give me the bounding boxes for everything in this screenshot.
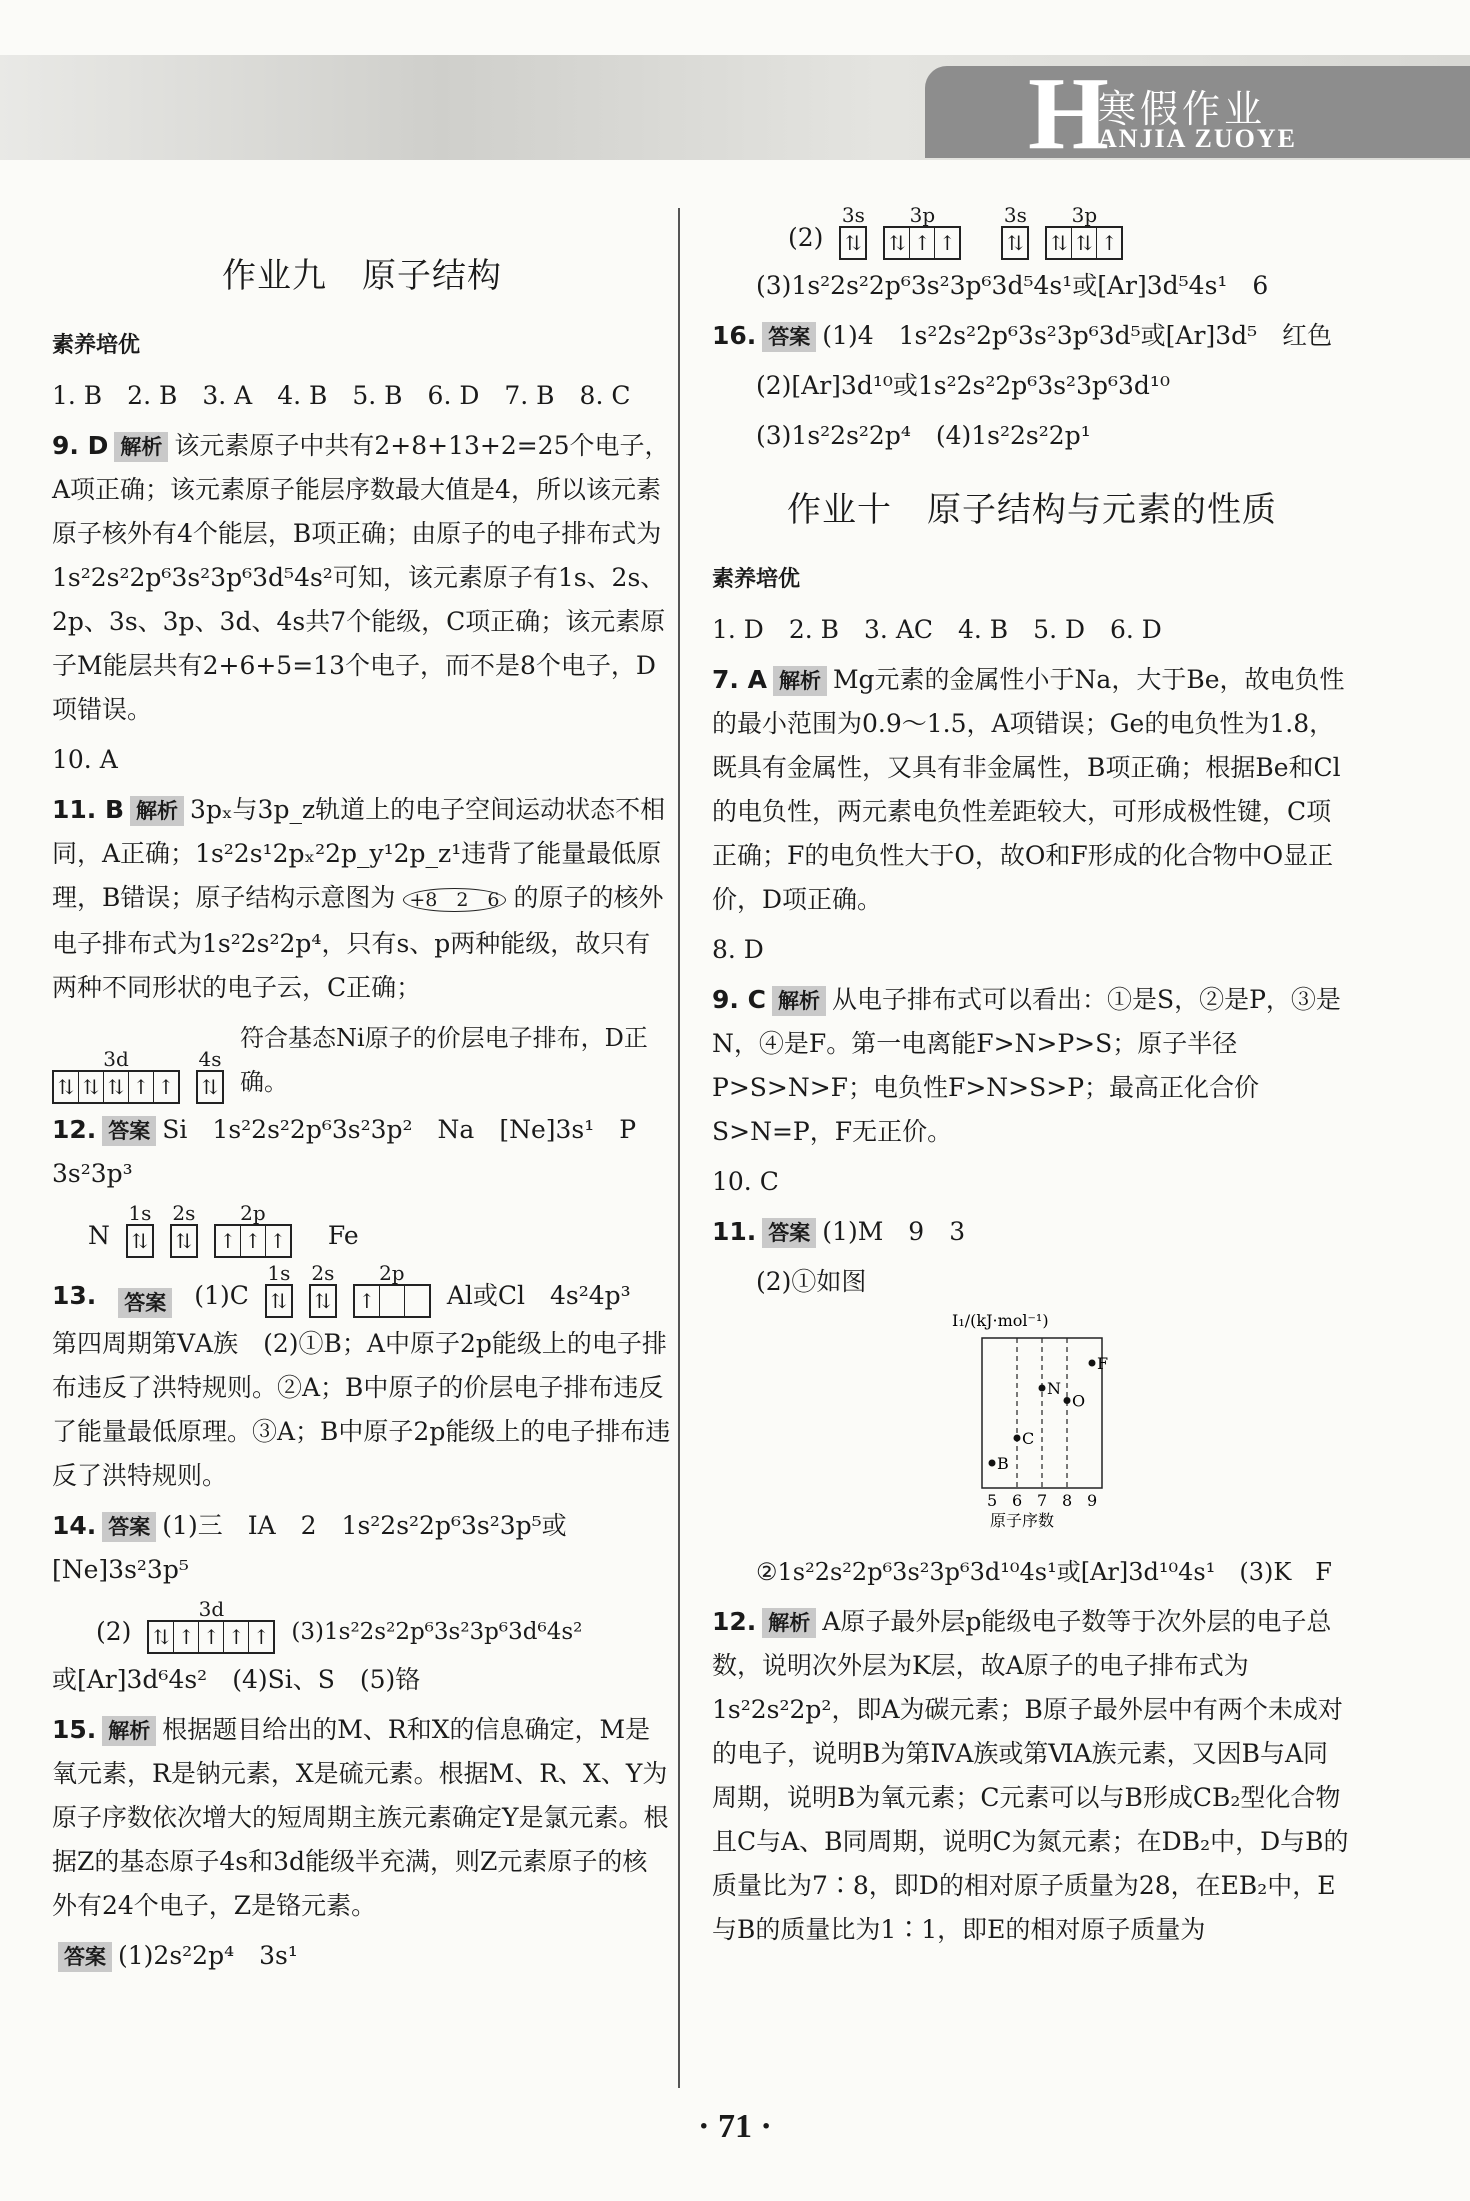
q9-text: 该元素原子中共有2+8+13+2=25个电子，A项正确；该元素原子能层序数最大值是4，所以该元素原子核外有4个能层，B项正确；由原子的电子排布式为1s²2s²2p⁶3s²3p⁶3d⁵4s²可知，该元素原子有1s、2s、2p、3s、3p、3d、4s共7个能级，C项正确；该元素原子M能层共有2+6+5=13个电子，而不是8个电子，D项错误。 <box>52 431 670 724</box>
q11-orbital-diagram: 3d ⇅ ⇅ ⇅ ↑ ↑ 4s ⇅ 符合基态Ni原子的价层电子排布，D正确。 <box>52 1016 672 1104</box>
r-question-7: 7. A 解析 Mg元素的金属性小于Na，大于Be，故电负性的最小范围为0.9～1.5，A项错误；Ge的电负性为1.8，既具有金属性，又具有非金属性，B项正确；根据Be和Cl的电负性，两元素电负性差距较大，可形成极性键，C项正确；F的电负性大于O，故O和F形成的化合物中O显正价，D项正确。 <box>712 665 1345 914</box>
q13-text3: 第四周期第ⅤA族 (2)①B；A中原子2p能级上的电子排布违反了洪特规则。②A；B中原子的价层电子排布违反了能量最低原理。③A；B中原子2p能级上的电子排布违反了洪特规则。 <box>52 1329 671 1490</box>
chart-svg <box>952 1310 1252 1550</box>
question-15 <box>52 1708 672 1928</box>
chart-point <box>989 1460 996 1467</box>
right-column <box>712 200 1352 1958</box>
page-number: · 71 · <box>698 2108 772 2145</box>
q13-text2: Al或Cl 4s²4p³ <box>446 1281 631 1310</box>
q11-tag: 解析 <box>130 796 184 826</box>
answers-1-6: 1. D 2. B 3. AC 4. B 5. D 6. D <box>712 615 1162 644</box>
q12-n: N <box>88 1221 110 1250</box>
q15-tag: 解析 <box>102 1716 156 1746</box>
q15-text: 根据题目给出的M、R和X的信息确定，M是氧元素，R是钠元素，X是硫元素。根据M、R、X、Y为原子序数依次增大的短周期主族元素确定Y是氯元素。根据Z的基态原子4s和3d能级半充满，则Z元素原子的核外有24个电子，Z是铬元素。 <box>52 1715 669 1920</box>
orbital-label-4s: 4s <box>198 1047 222 1071</box>
question-12 <box>52 1108 672 1196</box>
chart-x-tick: 6 <box>1012 1491 1023 1510</box>
q15-2-orbital-diagram: (2) 3s ⇅ 3p ⇅ ↑ ↑ 3s ⇅ 3p ⇅ ⇅ ↑ <box>712 204 1352 260</box>
question-9 <box>52 424 672 732</box>
q16-2: (2)[Ar]3d¹⁰或1s²2s²2p⁶3s²3p⁶3d¹⁰ <box>756 371 1170 400</box>
q13-label: 13. <box>52 1281 97 1310</box>
q14-label: 14. <box>52 1511 97 1540</box>
r-question-11: 11. 答案 (1)M 9 3 <box>712 1217 966 1246</box>
q14-tag: 答案 <box>102 1512 156 1542</box>
chart-x-tick: 8 <box>1062 1491 1073 1510</box>
q13-tag: 答案 <box>118 1288 172 1318</box>
q9-label: 9. D <box>52 431 109 460</box>
chart-point-label: N <box>1047 1379 1061 1398</box>
r-question-9: 9. C 解析 从电子排布式可以看出：①是S，②是P，③是N，④是F。第一电离能F>N>P>S；原子半径P>S>N>F；电负性F>N>S>P；最高正化合价S>N=P，F无正价。 <box>712 985 1341 1146</box>
q14-text1: (1)三 ⅠA 2 1s²2s²2p⁶3s²3p⁵或[Ne]3s²3p⁵ <box>52 1511 567 1584</box>
chart-point <box>1039 1385 1046 1392</box>
question-16: 16. 答案 (1)4 1s²2s²2p⁶3s²3p⁶3d⁵或[Ar]3d⁵ 红色 <box>712 321 1333 350</box>
section-heading: 素养培优 <box>52 333 141 358</box>
section-heading-2: 素养培优 <box>712 567 801 592</box>
q13-orbital-diagram: 13. 答案 (1)C 1s ⇅ 2s ⇅ 2p ↑ Al或Cl 4s²4p³ <box>52 1262 672 1318</box>
brand-letter: H <box>1028 56 1109 171</box>
q14-text3: 或[Ar]3d⁶4s² (4)Si、S (5)铬 <box>52 1665 421 1694</box>
q14-orbital-diagram: (2) 3d ⇅ ↑ ↑ ↑ ↑ (3)1s²2s²2p⁶3s²3p⁶3d⁶4s² <box>52 1598 672 1654</box>
chart-point-label: B <box>997 1454 1009 1473</box>
q14-text2: (3)1s²2s²2p⁶3s²3p⁶3d⁶4s² <box>291 1619 583 1645</box>
chart-point <box>1014 1435 1021 1442</box>
q15-label: 15. <box>52 1715 97 1744</box>
q9-tag: 解析 <box>114 432 168 462</box>
q12-fe: Fe <box>327 1221 359 1250</box>
atom-diagram: +8 2 6 <box>403 888 505 912</box>
chart-x-tick: 7 <box>1037 1491 1048 1510</box>
question-10: 10. A <box>52 745 118 774</box>
left-column <box>52 232 672 1984</box>
brand-subtitle: ANJIA ZUOYE <box>1098 124 1297 153</box>
q15-answer: 答案 (1)2s²2p⁴ 3s¹ <box>52 1934 672 1978</box>
r-question-10: 10. C <box>712 1167 779 1196</box>
question-11 <box>52 788 672 1010</box>
q12-tag: 答案 <box>102 1116 156 1146</box>
q11-text3: 符合基态Ni原子的价层电子排布，D正确。 <box>240 1024 648 1096</box>
chart-xlabel: 原子序数 <box>990 1511 1055 1530</box>
r-q11-2: (2)①如图 <box>756 1267 867 1296</box>
chart-point-label: O <box>1072 1391 1086 1411</box>
r-question-12: 12. 解析 A原子最外层p能级电子数等于次外层的电子总数，说明次外层为K层，故A原子的电子排布式为1s²2s²2p²，即A为碳元素；B原子最外层中有两个未成对的电子，说明B为第ⅣA族或第ⅥA族元素，又因B与A同周期，说明B为氧元素；C元素可以与B形成CB₂型化合物且C与A、B同周期，说明C为氮元素；在DB₂中，D与B的质量比为7∶8，即D的相对原子质量为28，在EB₂中，E与B的质量比为1∶1，即E的相对原子质量为 <box>712 1607 1349 1944</box>
q12-label: 12. <box>52 1115 97 1144</box>
r-q11-3: ②1s²2s²2p⁶3s²3p⁶3d¹⁰4s¹或[Ar]3d¹⁰4s¹ (3)K F <box>756 1558 1332 1586</box>
q15-3: (3)1s²2s²2p⁶3s²3p⁶3d⁵4s¹或[Ar]3d⁵4s¹ 6 <box>756 271 1269 300</box>
orbital-label-3d: 3d <box>103 1047 129 1071</box>
q13-text1: (1)C <box>194 1281 249 1310</box>
r-question-8: 8. D <box>712 935 764 964</box>
q11-text1: 3pₓ与3p_z轨道上的电子空间运动状态不相同，A正确；1s²2s¹2pₓ²2p_y¹2p_z¹违背了能量最低原理，B错误；原子结构示意图为 <box>52 795 666 912</box>
chart-x-tick: 9 <box>1087 1491 1098 1510</box>
q11-label: 11. B <box>52 795 125 824</box>
chart-point-label: C <box>1022 1429 1035 1448</box>
column-divider <box>678 208 680 2088</box>
q12-text: Si 1s²2s²2p⁶3s²3p² Na [Ne]3s¹ P 3s²3p³ <box>52 1115 662 1188</box>
chart-point <box>1064 1397 1071 1404</box>
chart-point <box>1089 1360 1096 1367</box>
q11-text2: 的原子的核外电子排布式为1s²2s²2p⁴，只有s、p两种能级，故只有两种不同形状的电子云，C正确； <box>52 883 664 1002</box>
page-title: 作业九 原子结构 <box>222 256 502 296</box>
section-title-2: 作业十 原子结构与元素的性质 <box>787 490 1277 530</box>
question-14 <box>52 1504 672 1592</box>
q12-orbital-diagram: N 1s ⇅ 2s ⇅ 2p ↑ ↑ ↑ Fe <box>52 1202 672 1258</box>
q16-3: (3)1s²2s²2p⁴ (4)1s²2s²2p¹ <box>756 421 1091 450</box>
brand-title: 寒假作业 <box>1098 87 1267 131</box>
chart-point-label: F <box>1097 1354 1109 1373</box>
ionization-chart <box>952 1310 1252 1550</box>
chart-x-tick: 5 <box>987 1491 998 1510</box>
chart-ylabel: I₁/(kJ·mol⁻¹) <box>952 1311 1049 1330</box>
answers-1-8: 1. B 2. B 3. A 4. B 5. B 6. D 7. B 8. C <box>52 381 631 410</box>
